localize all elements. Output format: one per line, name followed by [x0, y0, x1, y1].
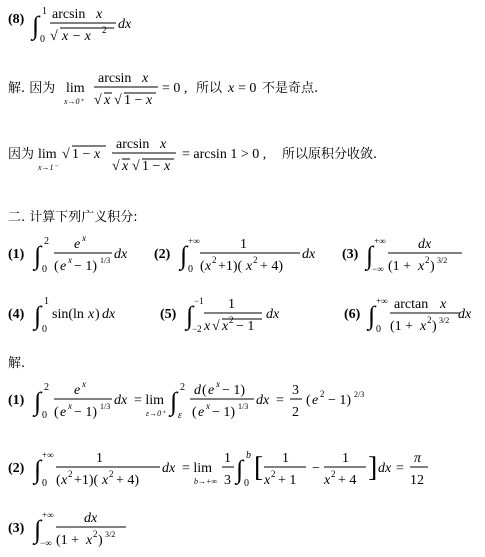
- svg-text:∫: ∫: [186, 301, 194, 330]
- svg-text:(1 +: (1 +: [56, 533, 80, 548]
- svg-text:=: =: [396, 461, 404, 476]
- svg-text:b: b: [246, 450, 251, 461]
- svg-text:+∞: +∞: [42, 450, 54, 460]
- svg-text:1: 1: [240, 237, 247, 252]
- svg-text:1 −: 1 −: [72, 147, 91, 162]
- svg-text:lim: lim: [66, 81, 85, 96]
- svg-text:): ): [432, 319, 437, 334]
- svg-text:0: 0: [40, 34, 45, 45]
- svg-text:1: 1: [96, 451, 103, 466]
- svg-text:√: √: [50, 29, 58, 44]
- svg-text:− 1): − 1): [74, 259, 98, 274]
- svg-text:x: x: [68, 255, 72, 265]
- svg-text:−1: −1: [194, 296, 204, 306]
- svg-text:dx: dx: [266, 307, 280, 322]
- svg-text:1 −: 1 −: [124, 93, 143, 108]
- svg-text:2: 2: [44, 382, 49, 393]
- svg-text:(1 +: (1 +: [390, 319, 414, 334]
- svg-text:− 1): − 1): [328, 393, 352, 408]
- svg-text:dx: dx: [114, 393, 128, 408]
- svg-text:√: √: [114, 93, 122, 108]
- svg-text:2: 2: [102, 25, 107, 35]
- svg-text:√: √: [94, 93, 102, 108]
- svg-text:∫: ∫: [32, 11, 40, 40]
- svg-text:1: 1: [342, 451, 349, 466]
- svg-text:x: x: [164, 159, 171, 174]
- svg-text:(: (: [306, 393, 311, 408]
- section-2-heading: 二. 计算下列广义积分:: [8, 210, 138, 225]
- svg-text:∫: ∫: [34, 455, 42, 484]
- svg-text:1 −: 1 −: [142, 159, 161, 174]
- svg-text:3: 3: [292, 383, 299, 398]
- svg-text:x: x: [86, 533, 93, 548]
- svg-text:2: 2: [180, 382, 185, 393]
- svg-text:∫: ∫: [180, 241, 188, 270]
- svg-text:所以原积分收敛.: 所以原积分收敛.: [282, 147, 378, 162]
- svg-text:x: x: [216, 379, 220, 389]
- svg-text:x: x: [324, 473, 331, 488]
- svg-text:(: (: [202, 383, 207, 398]
- svg-text:x: x: [205, 259, 212, 274]
- svg-text:2: 2: [425, 255, 430, 265]
- svg-text:+ 4): + 4): [116, 473, 140, 488]
- svg-text:π: π: [414, 451, 422, 466]
- svg-text:1: 1: [224, 451, 231, 466]
- svg-text:1: 1: [228, 297, 235, 312]
- svg-text:∫: ∫: [170, 387, 178, 416]
- svg-text:x: x: [146, 93, 153, 108]
- svg-text:]: ]: [368, 452, 378, 483]
- svg-text:): ): [98, 533, 103, 548]
- svg-text:2: 2: [331, 469, 336, 479]
- svg-text:2: 2: [427, 315, 432, 325]
- svg-text:0: 0: [42, 264, 47, 275]
- svg-text:x: x: [246, 259, 253, 274]
- svg-text:1/3: 1/3: [100, 256, 111, 265]
- svg-text:2: 2: [44, 236, 49, 247]
- svg-text:∫: ∫: [366, 241, 374, 270]
- svg-text:x: x: [264, 473, 271, 488]
- svg-text:x: x: [228, 81, 235, 96]
- svg-text:x: x: [222, 319, 229, 334]
- svg-text:−∞: −∞: [40, 538, 52, 548]
- svg-text:√: √: [132, 159, 140, 174]
- svg-text:2: 2: [93, 529, 98, 539]
- svg-text:dx: dx: [84, 511, 98, 526]
- svg-text:(2): (2): [154, 247, 171, 262]
- svg-text:(: (: [54, 405, 59, 420]
- svg-text:(3): (3): [8, 521, 25, 536]
- svg-text:e: e: [312, 393, 319, 408]
- svg-text:不是奇点.: 不是奇点.: [262, 81, 319, 96]
- svg-text:dx: dx: [378, 461, 392, 476]
- svg-text:x: x: [204, 319, 211, 334]
- svg-text:+∞: +∞: [42, 510, 54, 520]
- item-8-integral: [30, 0, 180, 50]
- svg-text:arcsin: arcsin: [98, 71, 132, 86]
- svg-text:): ): [430, 259, 435, 274]
- svg-text:dx: dx: [302, 247, 316, 262]
- svg-text:3/2: 3/2: [439, 316, 450, 325]
- svg-text:∫: ∫: [34, 301, 42, 330]
- svg-text:e: e: [60, 405, 67, 420]
- svg-text:√: √: [62, 147, 70, 162]
- svg-text:e: e: [60, 259, 67, 274]
- svg-text:(: (: [54, 259, 59, 274]
- svg-text:e: e: [208, 383, 215, 398]
- svg-text:[: [: [254, 452, 264, 483]
- svg-text:ε: ε: [178, 410, 182, 421]
- solutions-heading: 解.: [8, 356, 26, 371]
- svg-text:dx: dx: [256, 393, 270, 408]
- svg-text:x: x: [160, 137, 167, 152]
- svg-text:= 0 ,: = 0 ,: [162, 81, 188, 96]
- svg-text:∫: ∫: [236, 455, 244, 484]
- svg-text:0: 0: [42, 410, 47, 421]
- svg-text:arctan: arctan: [394, 297, 429, 312]
- svg-text:dx: dx: [118, 17, 132, 32]
- svg-text:dx: dx: [114, 247, 128, 262]
- svg-text:(: (: [192, 405, 197, 420]
- svg-text:√: √: [212, 319, 220, 334]
- svg-text:∫: ∫: [34, 515, 42, 544]
- svg-text:+∞: +∞: [376, 296, 388, 306]
- svg-text:0: 0: [42, 324, 47, 335]
- svg-text:∫: ∫: [34, 241, 42, 270]
- svg-text:(1): (1): [8, 393, 25, 408]
- svg-text:1/3: 1/3: [100, 402, 111, 411]
- svg-text:∫: ∫: [368, 301, 376, 330]
- svg-text:dx: dx: [418, 237, 432, 252]
- svg-text:因为: 因为: [8, 147, 35, 162]
- svg-text:e: e: [74, 237, 81, 252]
- svg-text:+ 4: + 4: [338, 473, 357, 488]
- svg-text:x: x: [102, 473, 109, 488]
- svg-text:e: e: [198, 405, 205, 420]
- svg-text:= arcsin 1 > 0 ,: = arcsin 1 > 0 ,: [182, 147, 267, 162]
- svg-text:∫: ∫: [34, 387, 42, 416]
- svg-text:dx: dx: [102, 307, 116, 322]
- svg-text:1: 1: [42, 6, 47, 17]
- svg-text:− 1: − 1: [236, 319, 255, 334]
- svg-text:(5): (5): [160, 307, 177, 322]
- svg-text:2: 2: [212, 255, 217, 265]
- svg-text:sin(ln: sin(ln: [52, 307, 84, 322]
- svg-text:3: 3: [224, 473, 231, 488]
- svg-text:2: 2: [68, 469, 73, 479]
- svg-text:(1): (1): [8, 247, 25, 262]
- svg-text:1: 1: [44, 296, 49, 307]
- svg-text:d: d: [194, 383, 201, 398]
- svg-text:0: 0: [42, 478, 47, 489]
- svg-text:−∞: −∞: [372, 264, 384, 274]
- svg-text:= lim: = lim: [182, 461, 213, 476]
- svg-text:+1)(: +1)(: [74, 473, 99, 488]
- svg-text:− 1): − 1): [212, 405, 236, 420]
- svg-text:(: (: [56, 473, 61, 488]
- svg-text:= lim: = lim: [134, 393, 165, 408]
- svg-text:所以: 所以: [196, 81, 223, 96]
- svg-text:x: x: [96, 7, 103, 22]
- svg-text:arcsin: arcsin: [52, 7, 86, 22]
- svg-text:+∞: +∞: [188, 236, 200, 246]
- svg-text:√: √: [112, 159, 120, 174]
- svg-text:3/2: 3/2: [105, 530, 116, 539]
- svg-text:2: 2: [109, 469, 114, 479]
- svg-text:ε→0⁺: ε→0⁺: [146, 409, 166, 418]
- svg-text:(3): (3): [342, 247, 359, 262]
- svg-text:x: x: [88, 307, 95, 322]
- svg-text:2: 2: [320, 389, 325, 399]
- svg-text:2: 2: [229, 315, 234, 325]
- svg-text:+ 4): + 4): [260, 259, 284, 274]
- svg-text:=: =: [276, 393, 284, 408]
- svg-text:x: x: [68, 401, 72, 411]
- svg-text:0: 0: [376, 324, 381, 335]
- svg-text:−2: −2: [192, 324, 202, 334]
- svg-text:2: 2: [292, 405, 299, 420]
- svg-text:= 0: = 0: [238, 81, 257, 96]
- item-8-label: (8): [8, 12, 25, 27]
- svg-text:dx: dx: [458, 307, 472, 322]
- svg-text:(1 +: (1 +: [388, 259, 412, 274]
- svg-text:2/3: 2/3: [354, 390, 365, 399]
- svg-text:x: x: [440, 297, 447, 312]
- svg-text:(: (: [200, 259, 205, 274]
- svg-text:(4): (4): [8, 307, 25, 322]
- svg-text:e: e: [74, 383, 81, 398]
- svg-text:1: 1: [282, 451, 289, 466]
- svg-text:): ): [95, 307, 100, 322]
- svg-text:解. 因为: 解. 因为: [8, 81, 56, 96]
- svg-text:− 1): − 1): [222, 383, 246, 398]
- svg-text:x: x: [142, 71, 149, 86]
- svg-text:x: x: [420, 319, 427, 334]
- svg-text:− 1): − 1): [74, 405, 98, 420]
- svg-text:x: x: [418, 259, 425, 274]
- svg-text:0: 0: [244, 478, 249, 489]
- svg-text:(2): (2): [8, 461, 25, 476]
- svg-text:x: x: [206, 401, 210, 411]
- svg-text:x: x: [82, 379, 86, 389]
- svg-text:arcsin: arcsin: [116, 137, 150, 152]
- svg-text:+∞: +∞: [374, 236, 386, 246]
- svg-text:x: x: [82, 233, 86, 243]
- svg-text:b→+∞: b→+∞: [194, 477, 218, 486]
- svg-text:+ 1: + 1: [278, 473, 297, 488]
- svg-text:0: 0: [188, 264, 193, 275]
- svg-text:−: −: [312, 461, 320, 476]
- svg-text:dx: dx: [162, 461, 176, 476]
- svg-text:x: x: [94, 147, 101, 162]
- svg-text:x: x: [122, 159, 129, 174]
- svg-text:x: x: [104, 93, 111, 108]
- svg-text:x→1⁻: x→1⁻: [38, 163, 58, 172]
- svg-text:lim: lim: [38, 147, 57, 162]
- svg-text:+1)(: +1)(: [218, 259, 243, 274]
- svg-text:x: x: [61, 473, 68, 488]
- svg-text:x − x: x − x: [62, 29, 91, 44]
- svg-text:3/2: 3/2: [437, 256, 448, 265]
- svg-text:12: 12: [410, 473, 424, 488]
- svg-text:2: 2: [271, 469, 276, 479]
- svg-text:1/3: 1/3: [238, 402, 249, 411]
- svg-text:(6): (6): [344, 307, 361, 322]
- svg-text:2: 2: [253, 255, 258, 265]
- svg-text:x→0⁺: x→0⁺: [64, 97, 84, 106]
